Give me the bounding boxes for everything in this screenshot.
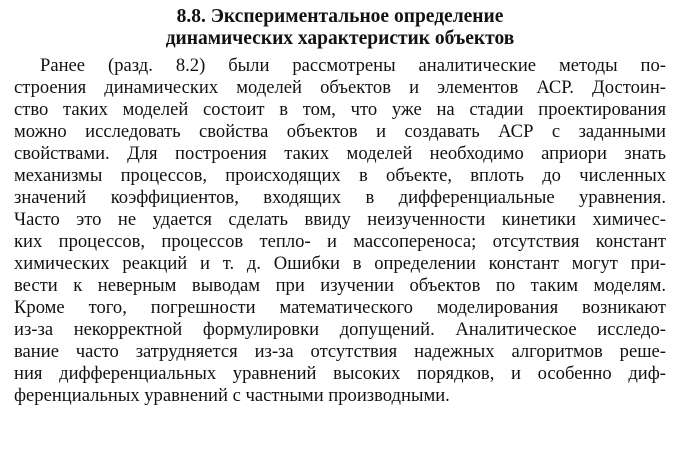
- paragraph-line: ференциальных уравнений с частными производными.: [14, 385, 450, 406]
- paragraph-line: Часто это не удается сделать ввиду неизученности кинетики химичес-: [14, 209, 666, 230]
- paragraph-line: значений коэффициентов, входящих в дифференциальные уравнения.: [14, 187, 666, 208]
- paragraph-line: ния дифференциальных уравнений высоких порядков, и особенно диф-: [14, 363, 666, 384]
- paragraph-line: механизмы процессов, происходящих в объекте, вплоть до численных: [14, 165, 666, 186]
- section-heading-line-1: 8.8. Экспериментальное определение: [176, 6, 504, 27]
- paragraph-line: Ранее (разд. 8.2) были рассмотрены аналитические методы по-: [40, 55, 666, 76]
- section-heading-line-2: динамических характеристик объектов: [165, 28, 515, 49]
- paragraph-line: из-за некорректной формулировки допущений. Аналитическое исследо-: [14, 319, 666, 340]
- body-paragraph: [14, 55, 666, 451]
- paragraph-line: химических реакций и т. д. Ошибки в определении констант могут при-: [14, 253, 666, 274]
- paragraph-line: можно исследовать свойства объектов и создавать АСР с заданными: [14, 121, 666, 142]
- section-heading: [14, 6, 666, 50]
- paragraph-line: вести к неверным выводам при изучении объектов по таким моделям.: [14, 275, 666, 296]
- paragraph-line: Кроме того, погрешности математического моделирования возникают: [14, 297, 666, 318]
- paragraph-line: ство таких моделей состоит в том, что уже на стадии проектирования: [14, 99, 666, 120]
- paragraph-line: ких процессов, процессов тепло- и массопереноса; отсутствия констант: [14, 231, 666, 252]
- paragraph-line: строения динамических моделей объектов и элементов АСР. Достоин-: [14, 77, 666, 98]
- paragraph-line: свойствами. Для построения таких моделей необходимо априори знать: [14, 143, 666, 164]
- paragraph-line: вание часто затрудняется из-за отсутствия надежных алгоритмов реше-: [14, 341, 666, 362]
